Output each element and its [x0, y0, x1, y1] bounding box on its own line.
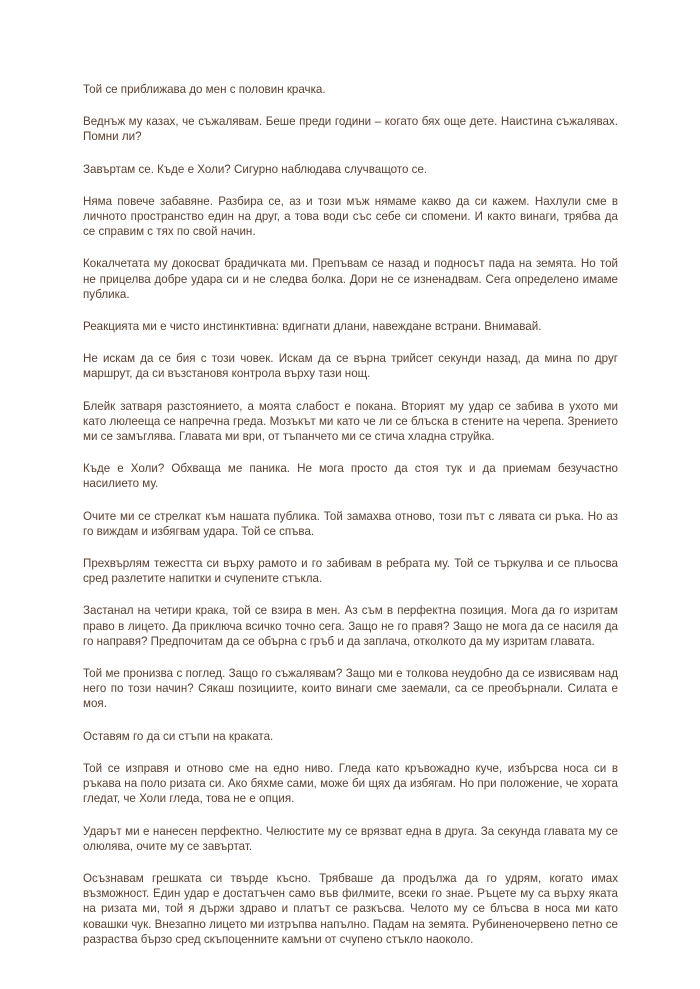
- paragraph-17: Осъзнавам грешката си твърде късно. Трябваше да продължа да го удрям, когато имах възможност. Един удар е достатъчен само във филмите, всеки го знае. Ръцете му са върху яката на ризата ми, той я държи здраво и платът се разкъсва. Челото му се блъсва в носа ми като ковашки чук. Внезапно лицето ми изтръпва напълно. Падам на земята. Рубиненочервено петно се разраства бързо сред скъпоценните камъни от счупено стъкло наоколо.: [83, 871, 618, 946]
- paragraph-14: Оставям го да си стъпи на краката.: [83, 729, 274, 743]
- paragraph-2: Веднъж му казах, че съжалявам. Беше преди години – когато бях още дете. Наистина съжалявах. Помни ли?: [83, 115, 618, 144]
- paragraph-6: Реакцията ми е чисто инстинктивна: вдигнати длани, навеждане встрани. Внимавай.: [83, 320, 542, 334]
- paragraph-8: Блейк затваря разстоянието, а моята слабост е покана. Вторият му удар се забива в ухото ми като люлееща се напречна греда. Мозъкът ми като че ли се блъска в стените на черепа. Зрението ми се замъглява. Главата ми ври, от тъпанчето ми се стича хладна струйка.: [83, 399, 618, 444]
- paragraph-7: Не искам да се бия с този човек. Искам да се върна трийсет секунди назад, да мина по друг маршрут, да си възстановя контрола върху тази нощ.: [83, 352, 618, 381]
- paragraph-3: Завъртам се. Къде е Холи? Сигурно наблюдава случващото се.: [83, 162, 428, 176]
- paragraph-13: Той ме пронизва с поглед. Защо го съжалявам? Защо ми е толкова неудобно да се извисявам над него по този начин? Сякаш позициите, които винаги сме заемали, са се преобърнали. Силата е моя.: [83, 667, 618, 711]
- document-page: [83, 82, 618, 964]
- paragraph-4: Няма повече забавяне. Разбира се, аз и този мъж нямаме какво да си кажем. Нахлули сме в личното пространство един на друг, а това води със себе си спомени. И както винаги, трябва да се справим с тях по свой начин.: [83, 194, 618, 239]
- paragraph-5: Кокалчетата му докосват брадичката ми. Препъвам се назад и подносът пада на земята. Но той не прицелва добре удара си и не следва болка. Дори не се изненадвам. Сега определено имаме публика.: [83, 257, 618, 301]
- paragraph-16: Ударът ми е нанесен перфектно. Челюстите му се врязват една в друга. За секунда главата му се олюлява, очите му се завъртат.: [83, 824, 618, 853]
- paragraph-1: Той се приближава до мен с половин крачка.: [83, 83, 326, 96]
- paragraph-15: Той се изправя и отново сме на едно ниво. Гледа като кръвожадно куче, избърсва носа си в ръкава на поло ризата си. Ако бяхме сами, може би щях да избягам. Но при положение, че хората гледат, че Холи гледа, това не е опция.: [83, 761, 618, 806]
- paragraph-10: Очите ми се стрелкат към нашата публика. Той замахва отново, този път с лявата си ръка. Но аз го виждам и избягвам удара. Той се спъва.: [83, 509, 618, 538]
- paragraph-12: Застанал на четири крака, той се взира в мен. Аз съм в перфектна позиция. Мога да го изритам право в лицето. Да приключа всичко точно сега. Защо не го правя? Защо не мога да се насиля да го направя? Предпочитам да се обърна с гръб и да заплача, отколкото да му изритам главата.: [83, 604, 618, 648]
- paragraph-9: Къде е Холи? Обхваща ме паника. Не мога просто да стоя тук и да приемам безучастно насилието му.: [83, 462, 618, 491]
- paragraph-11: Прехвърлям тежестта си върху рамото и го забивам в ребрата му. Той се търкулва и се пльосва сред разлетите напитки и счупените стъкла.: [83, 557, 618, 586]
